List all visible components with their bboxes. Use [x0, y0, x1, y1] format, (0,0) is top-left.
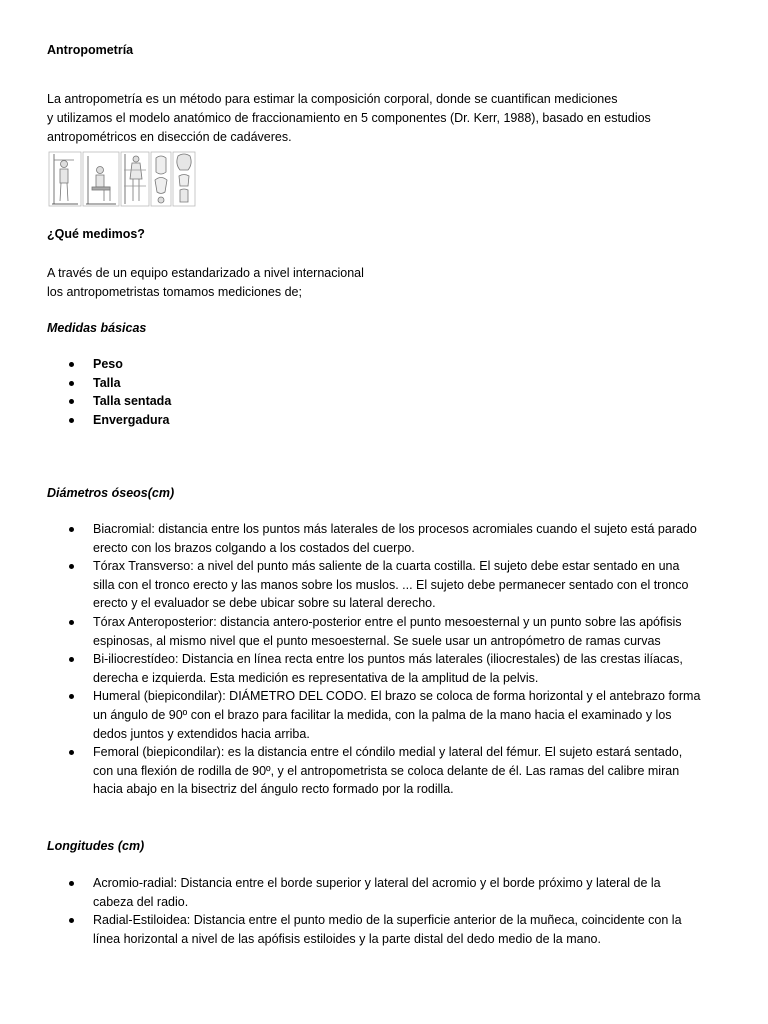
item-line: derecha e izquierda. Esta medición es representativa de la amplitud de la pelvis. — [93, 670, 539, 685]
item-line: Femoral (biepicondilar): es la distancia entre el cóndilo medial y lateral del fémur. El sujeto estará sentado, — [93, 745, 683, 760]
item-line: erecto y el evaluador se debe ubicar sobre su lateral derecho. — [93, 596, 436, 611]
item-line: Tórax Anteroposterior: distancia antero-posterior entre el punto mesoesternal y un punto sobre las apófisis — [93, 614, 682, 629]
list-item — [47, 687, 719, 743]
item-line: espinosas, al mismo nivel que el punto mesoesternal. Se suele usar un antropómetro de ramas curvas — [93, 633, 661, 648]
basic-measures-list — [47, 355, 719, 429]
lengths-heading: Longitudes (cm) — [47, 839, 145, 853]
list-item — [47, 911, 719, 948]
item-line: Humeral (biepicondilar): DIÁMETRO DEL CODO. El brazo se coloca de forma horizontal y el antebrazo forma — [93, 689, 701, 704]
intro-line: La antropometría es un método para estimar la composición corporal, donde se cuantifican mediciones — [47, 92, 618, 106]
intro-line: A través de un equipo estandarizado a nivel internacional — [47, 266, 364, 280]
item-line: dedos juntos y extendidos hacia arriba. — [93, 726, 310, 741]
lengths-list — [47, 874, 719, 948]
item-line: Tórax Transverso: a nivel del punto más saliente de la cuarta costilla. El sujeto debe estar sentado en una — [93, 559, 680, 574]
item-line: silla con el tronco erecto y las manos sobre los muslos. ... El sujeto debe permanecer sentado con el tronco — [93, 577, 689, 592]
list-item — [47, 613, 719, 650]
list-item: Peso — [47, 355, 719, 374]
item-line: Biacromial: distancia entre los puntos más laterales de los procesos acromiales cuando el sujeto está parado — [93, 522, 697, 536]
item-line: un ángulo de 90º con el brazo para facilitar la medida, con la palma de la mano hacia el examinado y los — [93, 707, 672, 722]
list-item — [47, 520, 719, 557]
bone-diameters-list — [47, 520, 719, 799]
item-line: hacia abajo en la bisectriz del ángulo recto formado por la rodilla. — [93, 782, 454, 797]
list-item — [47, 650, 719, 687]
bone-diameters-heading: Diámetros óseos(cm) — [47, 486, 175, 500]
item-line: Radial-Estiloidea: Distancia entre el punto medio de la superficie anterior de la muñeca, coincidente con la — [93, 913, 682, 928]
anthropometry-figure — [48, 150, 196, 208]
measurements-intro — [47, 264, 364, 302]
page-title: Antropometría — [47, 43, 134, 57]
list-item: Talla — [47, 374, 719, 393]
item-line: con una flexión de rodilla de 90º, y el antropometrista se coloca delante de él. Las ramas del calibre miran — [93, 763, 680, 778]
list-item — [47, 557, 719, 613]
list-item — [47, 743, 719, 799]
item-line: cabeza del radio. — [93, 894, 189, 909]
item-line: Bi-iliocrestídeo: Distancia en línea recta entre los puntos más laterales (iliocrestales) de las crestas ilíacas, — [93, 652, 683, 667]
intro-line: los antropometristas tomamos mediciones de; — [47, 285, 302, 299]
question-heading: ¿Qué medimos? — [47, 227, 145, 241]
intro-line: antropométricos en disección de cadáveres. — [47, 130, 292, 144]
item-line: línea horizontal a nivel de las apófisis estiloides y la parte distal del dedo medio de la mano. — [93, 931, 601, 946]
intro-paragraph — [47, 90, 727, 147]
item-line: erecto con los brazos colgando a los costados del cuerpo. — [93, 540, 415, 555]
basic-measures-heading: Medidas básicas — [47, 321, 147, 335]
list-item: Talla sentada — [47, 392, 719, 411]
intro-line: y utilizamos el modelo anatómico de fraccionamiento en 5 componentes (Dr. Kerr, 1988), basado en estudios — [47, 111, 651, 125]
list-item — [47, 874, 719, 911]
list-item: Envergadura — [47, 411, 719, 430]
item-line: Acromio-radial: Distancia entre el borde superior y lateral del acromio y el borde próximo y lateral de la — [93, 876, 661, 890]
